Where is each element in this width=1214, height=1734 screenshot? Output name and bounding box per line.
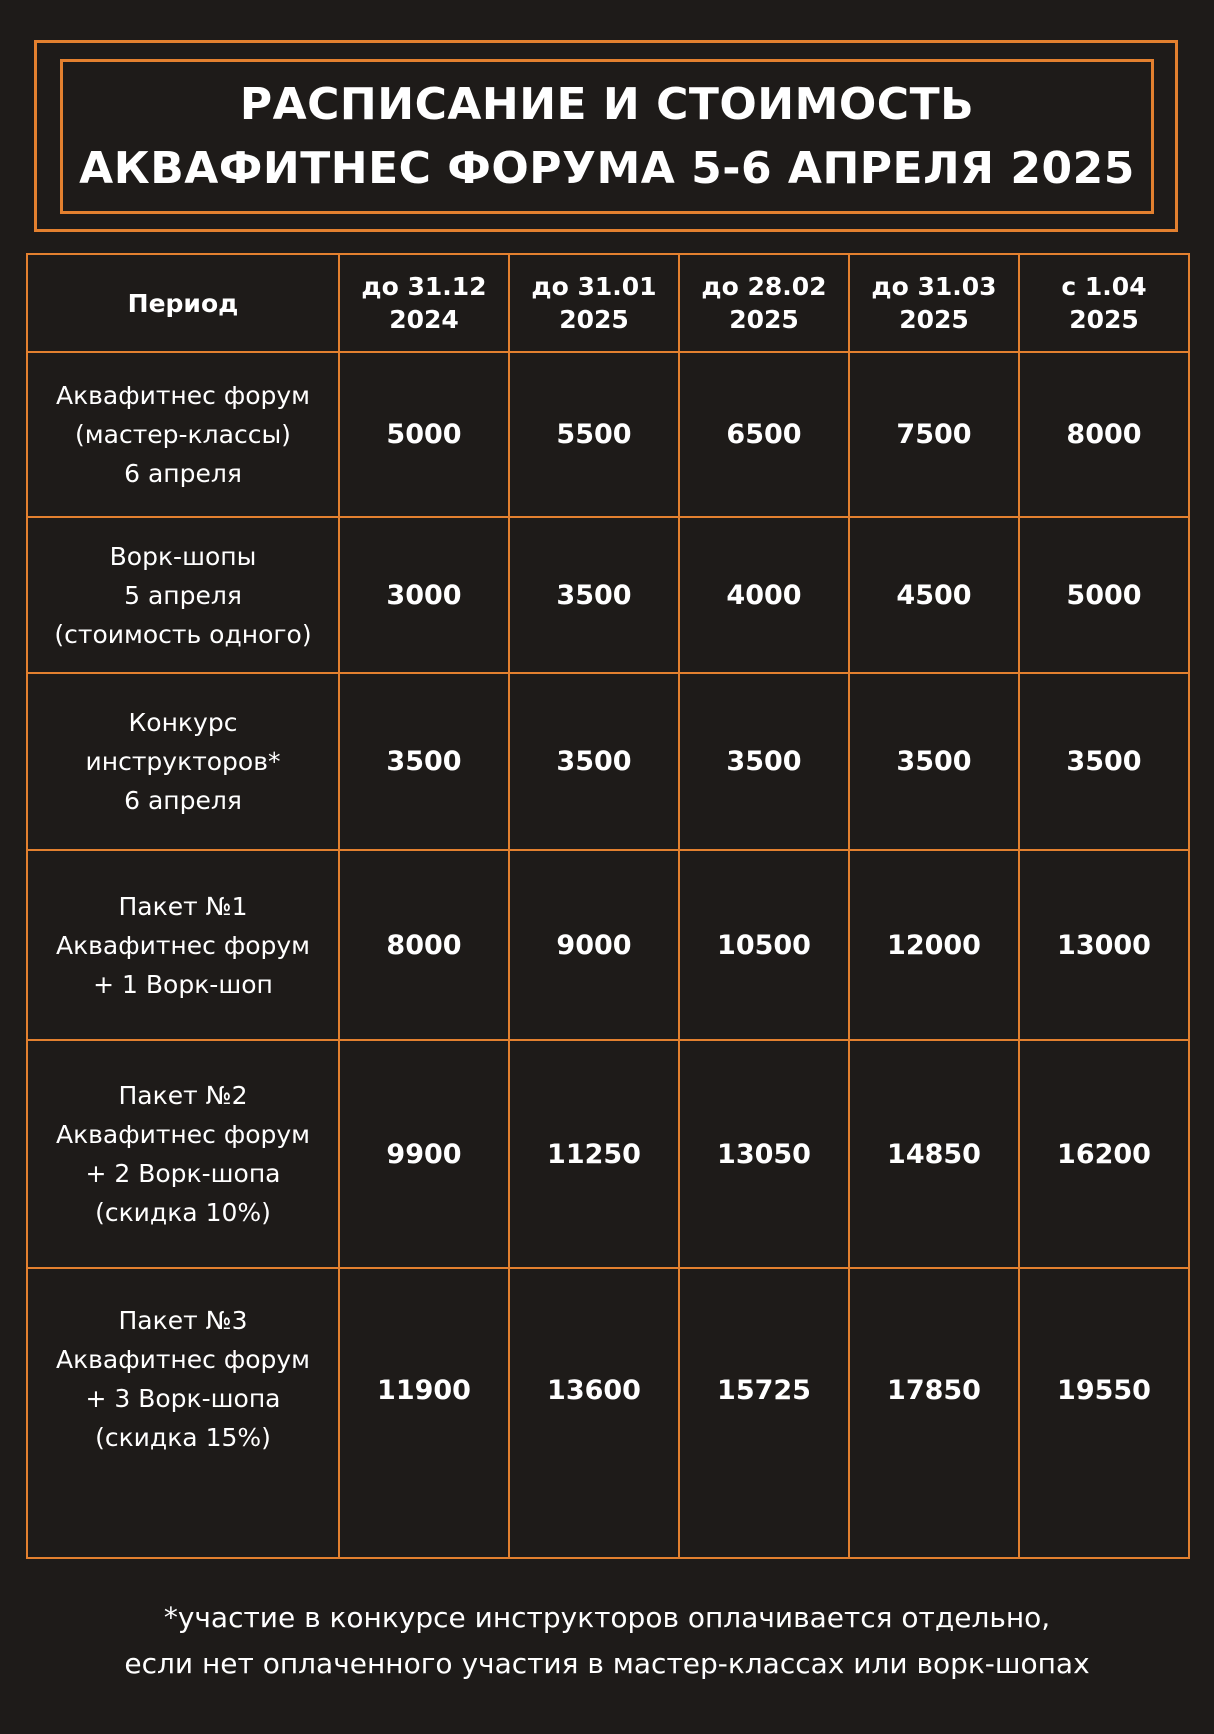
price-cell: 3500 — [679, 673, 849, 850]
column-header-line-1: до 31.12 — [361, 272, 487, 301]
column-header — [509, 254, 679, 352]
row-label-line: 6 апреля — [124, 459, 242, 488]
row-label-line: Пакет №3 — [118, 1306, 248, 1335]
price-cell: 3500 — [509, 517, 679, 673]
row-label-line: (мастер-классы) — [75, 420, 291, 449]
price-cell: 3500 — [339, 673, 509, 850]
price-cell: 15725 — [679, 1268, 849, 1558]
row-label-line: инструкторов* — [85, 747, 281, 776]
row-label-line: Пакет №2 — [118, 1081, 248, 1110]
price-cell: 3500 — [849, 673, 1019, 850]
row-label-line: Аквафитнес форум — [55, 930, 311, 960]
title-frame — [60, 59, 1154, 214]
row-label — [27, 673, 339, 850]
price-cell: 11250 — [509, 1040, 679, 1268]
row-label-line: Аквафитнес форум — [55, 1345, 311, 1374]
column-header — [849, 254, 1019, 352]
header-row — [27, 254, 1189, 352]
row-label-line: 5 апреля — [124, 580, 242, 610]
table-row — [27, 352, 1189, 517]
footnote-line-1: *участие в конкурсе инструкторов оплачивается отдельно, — [163, 1601, 1051, 1634]
column-header-line-2: 2025 — [559, 305, 629, 334]
table-row — [27, 517, 1189, 673]
row-label — [27, 517, 339, 673]
footnote — [0, 1595, 1214, 1687]
title-line-1: РАСПИСАНИЕ И СТОИМОСТЬ — [239, 78, 975, 130]
row-label-line: (стоимость одного) — [54, 619, 312, 649]
column-header — [1019, 254, 1189, 352]
column-header-line-2: 2025 — [1069, 305, 1139, 334]
price-cell: 14850 — [849, 1040, 1019, 1268]
price-cell: 10500 — [679, 850, 849, 1040]
column-header-line-1: до 31.01 — [531, 272, 657, 301]
row-label — [27, 1040, 339, 1268]
price-cell: 7500 — [849, 352, 1019, 517]
row-label-line: + 2 Ворк-шопа — [85, 1159, 281, 1188]
table-row — [27, 1268, 1189, 1558]
price-cell: 4000 — [679, 517, 849, 673]
column-header — [679, 254, 849, 352]
table-row — [27, 1040, 1189, 1268]
column-header-line-2: 2024 — [389, 305, 459, 334]
price-cell: 12000 — [849, 850, 1019, 1040]
footnote-line-2: если нет оплаченного участия в мастер-классах или ворк-шопах — [124, 1647, 1090, 1680]
price-cell: 5500 — [509, 352, 679, 517]
row-label-line: Ворк-шопы — [109, 541, 257, 571]
row-label-line: + 3 Ворк-шопа — [85, 1384, 281, 1413]
column-header-line-1: до 31.03 — [871, 272, 997, 301]
price-cell: 3500 — [1019, 673, 1189, 850]
column-header-line-2: 2025 — [899, 305, 969, 334]
price-cell: 9000 — [509, 850, 679, 1040]
price-cell: 5000 — [1019, 517, 1189, 673]
table-row — [27, 850, 1189, 1040]
row-label — [27, 850, 339, 1040]
row-label-line: + 1 Ворк-шоп — [93, 969, 273, 999]
price-cell: 16200 — [1019, 1040, 1189, 1268]
column-header-line-1: с 1.04 — [1061, 272, 1147, 301]
price-cell: 19550 — [1019, 1268, 1189, 1558]
column-header-line-2: 2025 — [729, 305, 799, 334]
price-cell: 4500 — [849, 517, 1019, 673]
column-header-line-1: до 28.02 — [701, 272, 827, 301]
price-cell: 8000 — [1019, 352, 1189, 517]
row-label-line: (скидка 15%) — [95, 1423, 271, 1452]
table-row — [27, 673, 1189, 850]
price-table — [26, 253, 1190, 1559]
price-cell: 5000 — [339, 352, 509, 517]
row-label-line: (скидка 10%) — [95, 1198, 271, 1227]
column-header — [339, 254, 509, 352]
period-header: Период — [27, 254, 339, 352]
title-line-2: АКВАФИТНЕС ФОРУМА 5-6 АПРЕЛЯ 2025 — [79, 142, 1135, 194]
price-cell: 3500 — [509, 673, 679, 850]
row-label — [27, 352, 339, 517]
price-cell: 13050 — [679, 1040, 849, 1268]
row-label-line: Аквафитнес форум — [55, 381, 311, 410]
price-cell: 13600 — [509, 1268, 679, 1558]
row-label-line: 6 апреля — [124, 786, 242, 815]
price-cell: 11900 — [339, 1268, 509, 1558]
row-label-line: Конкурс — [128, 708, 238, 737]
price-cell: 8000 — [339, 850, 509, 1040]
price-cell: 3000 — [339, 517, 509, 673]
price-cell: 17850 — [849, 1268, 1019, 1558]
price-cell: 13000 — [1019, 850, 1189, 1040]
row-label-line: Аквафитнес форум — [55, 1120, 311, 1149]
row-label — [27, 1268, 339, 1558]
price-cell: 9900 — [339, 1040, 509, 1268]
row-label-line: Пакет №1 — [118, 891, 248, 921]
price-cell: 6500 — [679, 352, 849, 517]
